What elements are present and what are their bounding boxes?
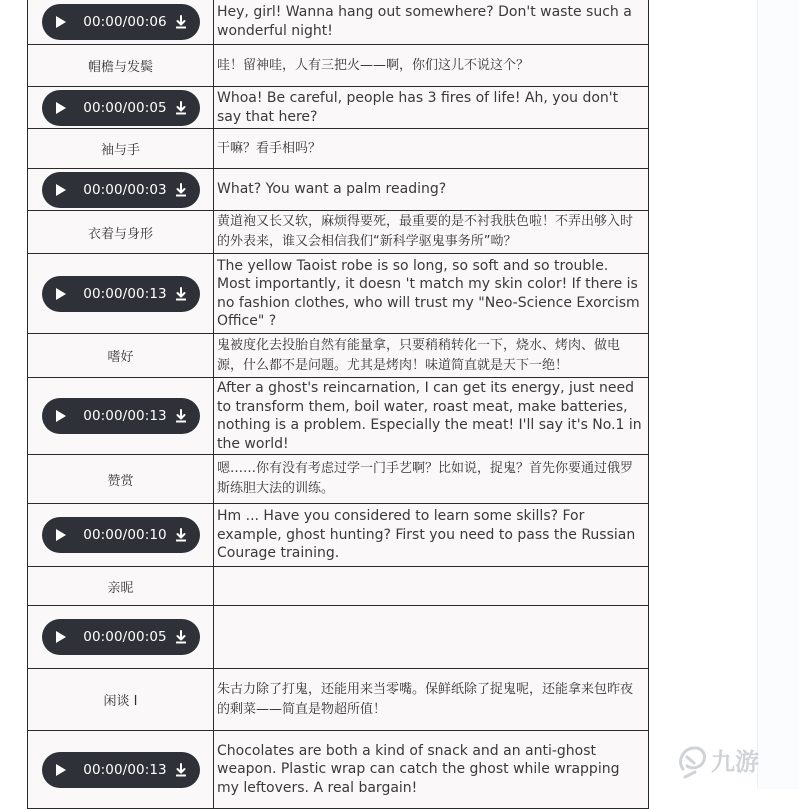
table-row	[28, 455, 649, 504]
audio-player[interactable]	[42, 398, 200, 434]
play-icon[interactable]	[56, 288, 66, 300]
table-row	[28, 254, 649, 334]
play-icon[interactable]	[56, 410, 66, 422]
audio-cell	[28, 254, 214, 334]
table-row	[28, 731, 649, 809]
download-icon[interactable]	[174, 101, 188, 115]
english-line-text: Whoa! Be careful, people has 3 fires of life! Ah, you don't say that here?	[214, 87, 649, 129]
chinese-line-text	[214, 567, 649, 606]
voice-category-label: 嗜好	[28, 334, 214, 378]
audio-time: 00:00/00:06	[83, 13, 167, 30]
audio-cell	[28, 0, 214, 45]
voice-category-label: 袖与手	[28, 129, 214, 169]
table-row	[28, 334, 649, 378]
play-icon[interactable]	[56, 529, 66, 541]
audio-cell	[28, 731, 214, 809]
audio-time: 00:00/00:13	[83, 408, 167, 424]
chinese-line-text: 干嘛？看手相吗？	[214, 129, 649, 169]
audio-player[interactable]	[42, 276, 200, 312]
download-icon[interactable]	[174, 630, 188, 644]
audio-player[interactable]	[42, 172, 200, 208]
audio-time: 00:00/00:10	[83, 527, 167, 543]
table-row	[28, 211, 649, 254]
audio-player[interactable]	[42, 517, 200, 553]
table-row	[28, 45, 649, 87]
audio-time: 00:00/00:13	[83, 285, 167, 302]
download-icon[interactable]	[174, 528, 188, 542]
chinese-line-text: 鬼被度化去投胎自然有能量拿，只要稍稍转化一下，烧水、烤肉、做电源，什么都不是问题。尤其是烤肉！味道简直就是天下一绝！	[214, 334, 649, 378]
voice-lines-table	[27, 0, 649, 809]
table-row	[28, 0, 649, 45]
download-icon[interactable]	[174, 183, 188, 197]
play-icon[interactable]	[56, 184, 66, 196]
svg-text:九游: 九游	[711, 748, 759, 776]
play-icon[interactable]	[56, 102, 66, 114]
page-right-margin	[757, 0, 799, 789]
audio-player[interactable]	[42, 90, 200, 126]
download-icon[interactable]	[174, 763, 188, 777]
english-line-text: Hm ... Have you considered to learn some skills? For example, ghost hunting? First you need to pass the Russian Courage training.	[214, 504, 649, 567]
chinese-line-text: 黄道袍又长又软，麻烦得要死，最重要的是不衬我肤色啦！不弄出够入时的外表来，谁又会相信我们“新科学驱鬼事务所”呦？	[214, 211, 649, 254]
english-line-text: Hey, girl! Wanna hang out somewhere? Don't waste such a wonderful night!	[214, 0, 649, 45]
table-row	[28, 504, 649, 567]
table-row	[28, 169, 649, 211]
audio-time: 00:00/00:05	[83, 629, 167, 645]
play-icon[interactable]	[56, 16, 66, 28]
table-row	[28, 669, 649, 731]
table-row	[28, 606, 649, 669]
audio-cell	[28, 169, 214, 211]
chinese-line-text: 朱古力除了打鬼，还能用来当零嘴。保鲜纸除了捉鬼呢，还能拿来包昨夜的剩菜——简直是物超所值！	[214, 669, 649, 731]
voice-category-label: 亲昵	[28, 567, 214, 606]
audio-player[interactable]	[42, 619, 200, 655]
table-row	[28, 87, 649, 129]
audio-cell	[28, 378, 214, 455]
download-icon[interactable]	[174, 409, 188, 423]
voice-category-label: 帽檐与发鬓	[28, 45, 214, 87]
chinese-line-text: 哇！留神哇，人有三把火——啊，你们这儿不说这个？	[214, 45, 649, 87]
download-icon[interactable]	[174, 15, 188, 29]
chinese-line-text: 嗯……你有没有考虑过学一门手艺啊？比如说，捉鬼？首先你要通过俄罗斯练胆大法的训练。	[214, 455, 649, 504]
table-row	[28, 567, 649, 606]
audio-time: 00:00/00:05	[83, 99, 167, 116]
english-line-text: After a ghost's reincarnation, I can get its energy, just need to transform them, boil water, roast meat, make batteries, nothing is a problem. Especially the meat! I'll say it's No.1 in the world!	[214, 378, 649, 455]
audio-time: 00:00/00:13	[83, 761, 167, 778]
watermark-logo	[673, 739, 793, 781]
english-line-text: The yellow Taoist robe is so long, so soft and so trouble. Most importantly, it doesn 't match my skin color! If there is no fashion clothes, who will trust my "Neo-Science Exorcism Office" ?	[214, 254, 649, 334]
audio-cell	[28, 504, 214, 567]
voice-category-label: 赞赏	[28, 455, 214, 504]
english-line-text: What? You want a palm reading?	[214, 169, 649, 211]
audio-player[interactable]	[42, 752, 200, 788]
table-row	[28, 378, 649, 455]
download-icon[interactable]	[174, 287, 188, 301]
table-row	[28, 129, 649, 169]
voice-category-label: 衣着与身形	[28, 211, 214, 254]
audio-cell	[28, 87, 214, 129]
play-icon[interactable]	[56, 764, 66, 776]
play-icon[interactable]	[56, 631, 66, 643]
audio-time: 00:00/00:03	[83, 181, 167, 198]
audio-cell	[28, 606, 214, 669]
audio-player[interactable]	[42, 4, 200, 40]
english-line-text	[214, 606, 649, 669]
voice-category-label: 闲谈 I	[28, 669, 214, 731]
english-line-text: Chocolates are both a kind of snack and an anti-ghost weapon. Plastic wrap can catch the ghost while wrapping my leftovers. A real bargain!	[214, 731, 649, 809]
